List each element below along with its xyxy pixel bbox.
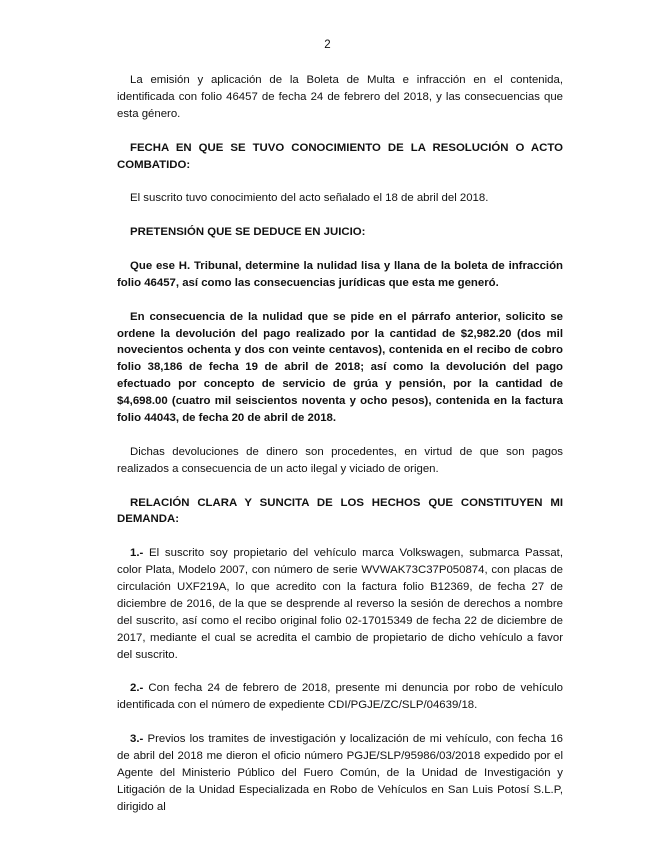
paragraph-refund-request: En consecuencia de la nulidad que se pide en el párrafo anterior, solicito se ordene la devolución del pago realizado por la cantidad de $2,982.20 (dos mil novecientos ochenta y dos con veinte centavos), contenida en el recibo de cobro folio 38,186 de fecha 19 de abril de 2018; así como la devolución del pago efectuado por concepto de servicio de grúa y pensión, por la cantidad de $4,698.00 (cuatro mil seiscientos noventa y ocho pesos), contenida en la factura folio 44043, de fecha 20 de abril de 2018. (117, 310, 563, 425)
fact-number: 2.- (130, 682, 144, 695)
fact-text: El suscrito soy propietario del vehículo marca Volkswagen, submarca Passat, color Plata, Modelo 2007, con número de serie WVWAK73C37P050874, con placas de circulación UXF219A, lo que acredito con la factura folio B12369, de fecha 27 de diciembre de 2016, de la que se desprende al reverso la sesión de derechos a nombre del suscrito, así como el recibo original folio 02-17015349 de fecha 22 de diciembre de 2017, mediante el cual se acredita el cambio de propietario de dicho vehículo a favor del suscrito. (117, 547, 563, 661)
fact-number: 3.- (130, 733, 144, 746)
fact-1 (117, 545, 563, 663)
heading-claim: PRETENSIÓN QUE SE DEDUCE EN JUICIO: (130, 226, 366, 239)
paragraph-nullity-request: Que ese H. Tribunal, determine la nulidad lisa y llana de la boleta de infracción folio 46457, así como las consecuencias jurídicas que esta me generó. (117, 259, 563, 289)
document-body (117, 72, 563, 833)
fact-text: Con fecha 24 de febrero de 2018, presente mi denuncia por robo de vehículo identificada con el número de expediente CDI/PGJE/ZC/SLP/04639/18. (117, 682, 563, 712)
heading-facts: RELACIÓN CLARA Y SUNCITA DE LOS HECHOS QUE CONSTITUYEN MI DEMANDA: (117, 496, 563, 526)
page-number: 2 (324, 39, 331, 51)
paragraph-act-challenged: La emisión y aplicación de la Boleta de Multa e infracción en el contenida, identificada con folio 46457 de fecha 24 de febrero del 2018, y las consecuencias que esta género. (117, 74, 563, 120)
fact-2 (117, 680, 563, 714)
paragraph-date-of-knowledge: El suscrito tuvo conocimiento del acto señalado el 18 de abril del 2018. (130, 192, 489, 205)
fact-3 (117, 731, 563, 816)
heading-date-of-knowledge: FECHA EN QUE SE TUVO CONOCIMIENTO DE LA RESOLUCIÓN O ACTO COMBATIDO: (117, 141, 563, 171)
paragraph-refund-justification: Dichas devoluciones de dinero son procedentes, en virtud de que son pagos realizados a consecuencia de un acto ilegal y viciado de origen. (117, 445, 563, 475)
fact-number: 1.- (130, 547, 144, 560)
fact-text: Previos los tramites de investigación y localización de mi vehículo, con fecha 16 de abril del 2018 me dieron el oficio número PGJE/SLP/95986/03/2018 expedido por el Agente del Ministerio Público del Fuero Común, de la Unidad de Investigación y Litigación de la Unidad Especializada en Robo de Vehículos en San Luis Potosí S.L.P, dirigido al (117, 733, 563, 813)
